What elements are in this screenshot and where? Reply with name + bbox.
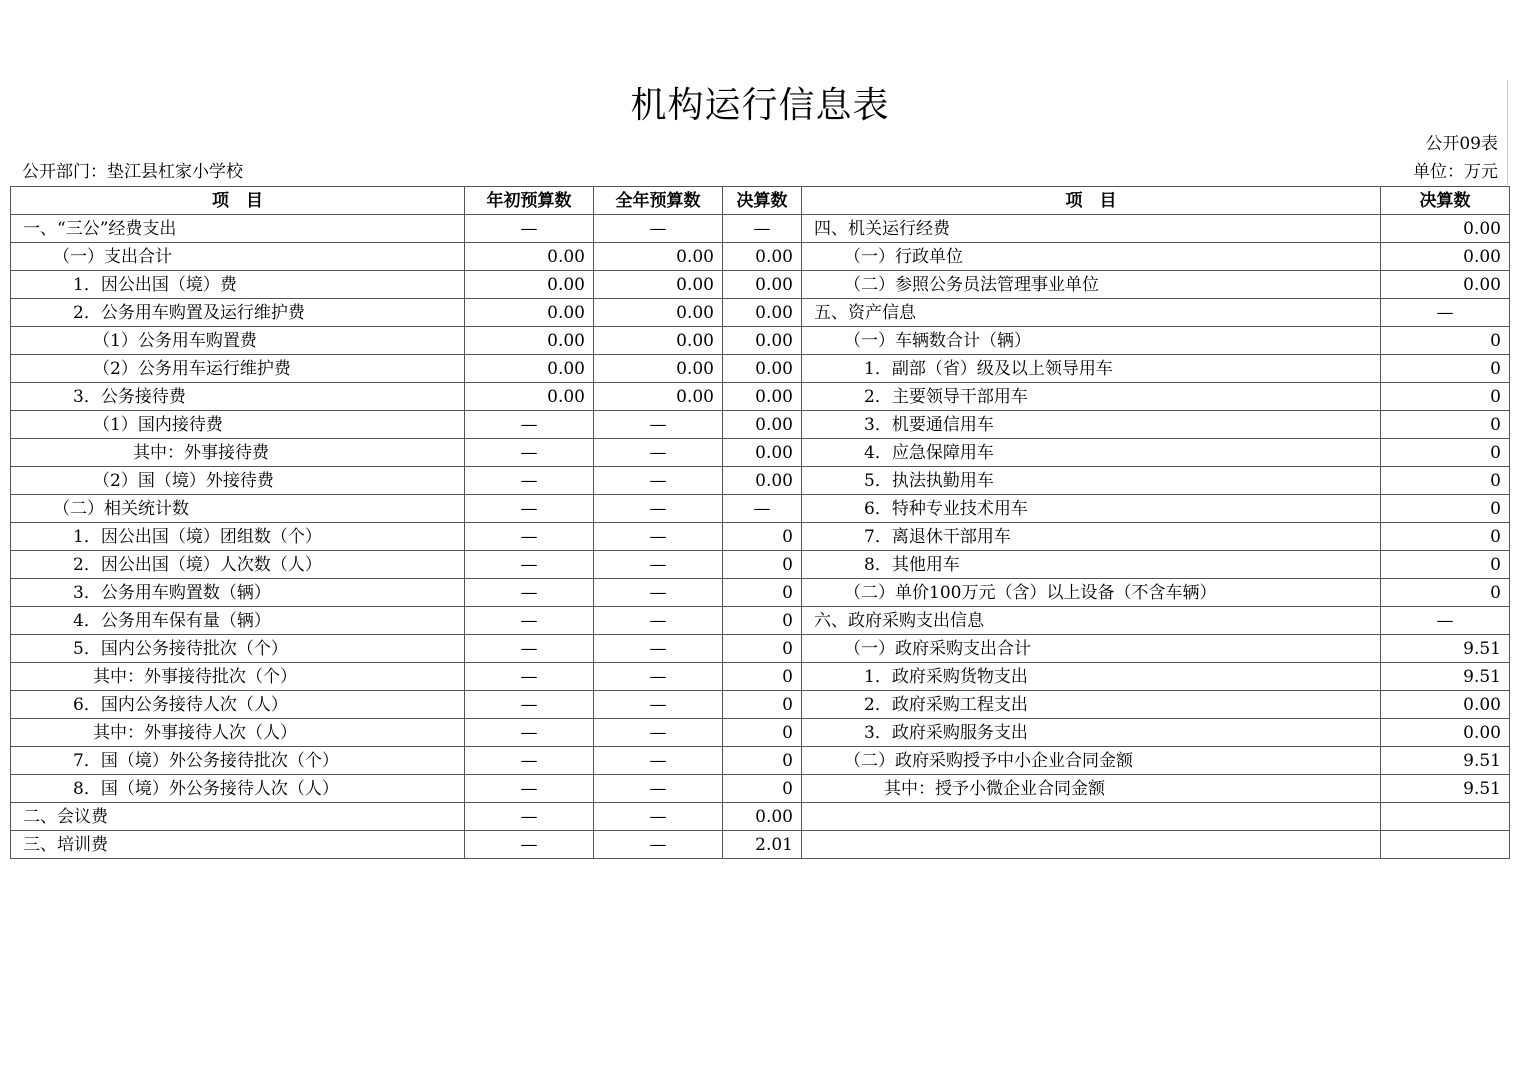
full-budget-cell: — [594,635,723,663]
table-row [11,355,1510,383]
table-row [11,607,1510,635]
begin-budget-cell: — [465,719,594,747]
begin-budget-cell: — [465,663,594,691]
full-budget-cell: 0.00 [594,327,723,355]
header-item-left: 项 目 [11,187,465,215]
final-right-cell: 0 [1381,355,1510,383]
begin-budget-cell: — [465,523,594,551]
final-right-cell: 9.51 [1381,747,1510,775]
right-item-label: 1．副部（省）级及以上领导用车 [802,355,1381,383]
full-budget-cell: — [594,803,723,831]
table-header-row [11,187,1510,215]
left-item-label: （1）公务用车购置费 [11,327,465,355]
right-item-label: 五、资产信息 [802,299,1381,327]
final-right-cell: — [1381,299,1510,327]
left-item-label: 其中：外事接待人次（人） [11,719,465,747]
right-item-label: （一）车辆数合计（辆） [802,327,1381,355]
left-item-label: （1）国内接待费 [11,411,465,439]
final-right-cell: 0 [1381,383,1510,411]
begin-budget-cell: — [465,215,594,243]
final-left-cell: — [723,215,802,243]
header-begin-budget: 年初预算数 [465,187,594,215]
begin-budget-cell: 0.00 [465,271,594,299]
header-final-right: 决算数 [1381,187,1510,215]
final-right-cell: 9.51 [1381,635,1510,663]
table-body [11,215,1510,859]
full-budget-cell: 0.00 [594,271,723,299]
left-item-label: （二）相关统计数 [11,495,465,523]
table-row [11,243,1510,271]
final-right-cell: 0.00 [1381,271,1510,299]
final-right-cell: 0 [1381,551,1510,579]
begin-budget-cell: — [465,411,594,439]
left-item-label: 1．因公出国（境）团组数（个） [11,523,465,551]
table-row [11,803,1510,831]
full-budget-cell: 0.00 [594,243,723,271]
right-item-label: 2．政府采购工程支出 [802,691,1381,719]
final-left-cell: 0 [723,719,802,747]
final-left-cell: 0 [723,663,802,691]
begin-budget-cell: — [465,831,594,859]
begin-budget-cell: — [465,579,594,607]
full-budget-cell: — [594,579,723,607]
left-item-label: 三、培训费 [11,831,465,859]
right-item-label: 3．机要通信用车 [802,411,1381,439]
full-budget-cell: 0.00 [594,355,723,383]
final-left-cell: 0 [723,691,802,719]
left-item-label: 2．公务用车购置及运行维护费 [11,299,465,327]
final-left-cell: 0.00 [723,355,802,383]
page-title: 机构运行信息表 [630,85,890,126]
table-row [11,551,1510,579]
full-budget-cell: — [594,523,723,551]
final-right-cell: 0.00 [1381,719,1510,747]
final-right-cell: 0.00 [1381,243,1510,271]
final-left-cell: 0 [723,775,802,803]
form-number: 公开09表 [1425,134,1498,154]
begin-budget-cell: 0.00 [465,355,594,383]
right-item-label: 四、机关运行经费 [802,215,1381,243]
left-item-label: 二、会议费 [11,803,465,831]
left-item-label: 其中：外事接待费 [11,439,465,467]
final-right-cell: 0.00 [1381,691,1510,719]
right-item-label: 六、政府采购支出信息 [802,607,1381,635]
final-left-cell: 0 [723,579,802,607]
begin-budget-cell: 0.00 [465,383,594,411]
begin-budget-cell: 0.00 [465,327,594,355]
full-budget-cell: — [594,495,723,523]
header-full-budget: 全年预算数 [594,187,723,215]
table-row [11,299,1510,327]
final-right-cell: 0 [1381,495,1510,523]
left-item-label: （一）支出合计 [11,243,465,271]
begin-budget-cell: — [465,551,594,579]
begin-budget-cell: 0.00 [465,243,594,271]
final-left-cell: 0 [723,551,802,579]
final-left-cell: 0.00 [723,243,802,271]
begin-budget-cell: — [465,691,594,719]
final-left-cell: 0.00 [723,383,802,411]
full-budget-cell: — [594,831,723,859]
final-right-cell [1381,831,1510,859]
unit-label: 单位：万元 [1413,162,1498,182]
final-right-cell: 9.51 [1381,663,1510,691]
table-row [11,271,1510,299]
header-final-left: 决算数 [723,187,802,215]
final-left-cell: 0 [723,607,802,635]
table-row [11,523,1510,551]
final-left-cell: 0.00 [723,803,802,831]
table-row [11,467,1510,495]
final-left-cell: 0 [723,635,802,663]
final-left-cell: 0.00 [723,327,802,355]
table-row [11,747,1510,775]
final-right-cell: 0 [1381,467,1510,495]
full-budget-cell: — [594,551,723,579]
table-row [11,831,1510,859]
full-budget-cell: 0.00 [594,299,723,327]
right-item-label: 其中：授予小微企业合同金额 [802,775,1381,803]
full-budget-cell: — [594,691,723,719]
table-row [11,215,1510,243]
table-row [11,663,1510,691]
final-right-cell: 0 [1381,579,1510,607]
final-left-cell: 2.01 [723,831,802,859]
department-label: 公开部门：垫江县杠家小学校 [22,162,243,182]
begin-budget-cell: — [465,607,594,635]
full-budget-cell: — [594,215,723,243]
right-item-label: 7．离退休干部用车 [802,523,1381,551]
begin-budget-cell: — [465,495,594,523]
final-right-cell [1381,803,1510,831]
final-left-cell: — [723,495,802,523]
begin-budget-cell: — [465,439,594,467]
begin-budget-cell: — [465,635,594,663]
final-left-cell: 0.00 [723,271,802,299]
final-right-cell: 0.00 [1381,215,1510,243]
right-item-label: 6．特种专业技术用车 [802,495,1381,523]
left-item-label: 7．国（境）外公务接待批次（个） [11,747,465,775]
final-left-cell: 0.00 [723,467,802,495]
full-budget-cell: — [594,467,723,495]
left-item-label: 其中：外事接待批次（个） [11,663,465,691]
full-budget-cell: — [594,607,723,635]
left-item-label: 3．公务接待费 [11,383,465,411]
right-item-label [802,803,1381,831]
left-item-label: 3．公务用车购置数（辆） [11,579,465,607]
header-item-right: 项 目 [802,187,1381,215]
left-item-label: 5．国内公务接待批次（个） [11,635,465,663]
begin-budget-cell: — [465,467,594,495]
full-budget-cell: — [594,719,723,747]
left-item-label: 一、“三公”经费支出 [11,215,465,243]
full-budget-cell: 0.00 [594,383,723,411]
final-left-cell: 0 [723,523,802,551]
table-row [11,691,1510,719]
left-item-label: 2．因公出国（境）人次数（人） [11,551,465,579]
table-row [11,439,1510,467]
left-item-label: 1．因公出国（境）费 [11,271,465,299]
final-left-cell: 0 [723,747,802,775]
left-item-label: 6．国内公务接待人次（人） [11,691,465,719]
begin-budget-cell: — [465,803,594,831]
final-right-cell: 0 [1381,523,1510,551]
right-item-label [802,831,1381,859]
final-left-cell: 0.00 [723,299,802,327]
final-right-cell: 0 [1381,439,1510,467]
table-row [11,383,1510,411]
full-budget-cell: — [594,411,723,439]
final-right-cell: — [1381,607,1510,635]
table-row [11,635,1510,663]
table-row [11,775,1510,803]
final-right-cell: 0 [1381,327,1510,355]
final-right-cell: 0 [1381,411,1510,439]
right-item-label: （一）行政单位 [802,243,1381,271]
right-item-label: （一）政府采购支出合计 [802,635,1381,663]
right-item-label: （二）单价100万元（含）以上设备（不含车辆） [802,579,1381,607]
begin-budget-cell: — [465,747,594,775]
begin-budget-cell: — [465,775,594,803]
table-row [11,327,1510,355]
right-item-label: （二）参照公务员法管理事业单位 [802,271,1381,299]
full-budget-cell: — [594,663,723,691]
final-left-cell: 0.00 [723,439,802,467]
right-item-label: 5．执法执勤用车 [802,467,1381,495]
final-left-cell: 0.00 [723,411,802,439]
right-item-label: 4．应急保障用车 [802,439,1381,467]
operations-info-table [10,186,1510,859]
table-row [11,411,1510,439]
begin-budget-cell: 0.00 [465,299,594,327]
table-row [11,719,1510,747]
right-item-label: 1．政府采购货物支出 [802,663,1381,691]
full-budget-cell: — [594,775,723,803]
right-item-label: 2．主要领导干部用车 [802,383,1381,411]
left-item-label: 4．公务用车保有量（辆） [11,607,465,635]
full-budget-cell: — [594,439,723,467]
left-item-label: （2）国（境）外接待费 [11,467,465,495]
right-item-label: （二）政府采购授予中小企业合同金额 [802,747,1381,775]
table-row [11,579,1510,607]
right-item-label: 8．其他用车 [802,551,1381,579]
left-item-label: 8．国（境）外公务接待人次（人） [11,775,465,803]
table-row [11,495,1510,523]
final-right-cell: 9.51 [1381,775,1510,803]
right-item-label: 3．政府采购服务支出 [802,719,1381,747]
left-item-label: （2）公务用车运行维护费 [11,355,465,383]
full-budget-cell: — [594,747,723,775]
